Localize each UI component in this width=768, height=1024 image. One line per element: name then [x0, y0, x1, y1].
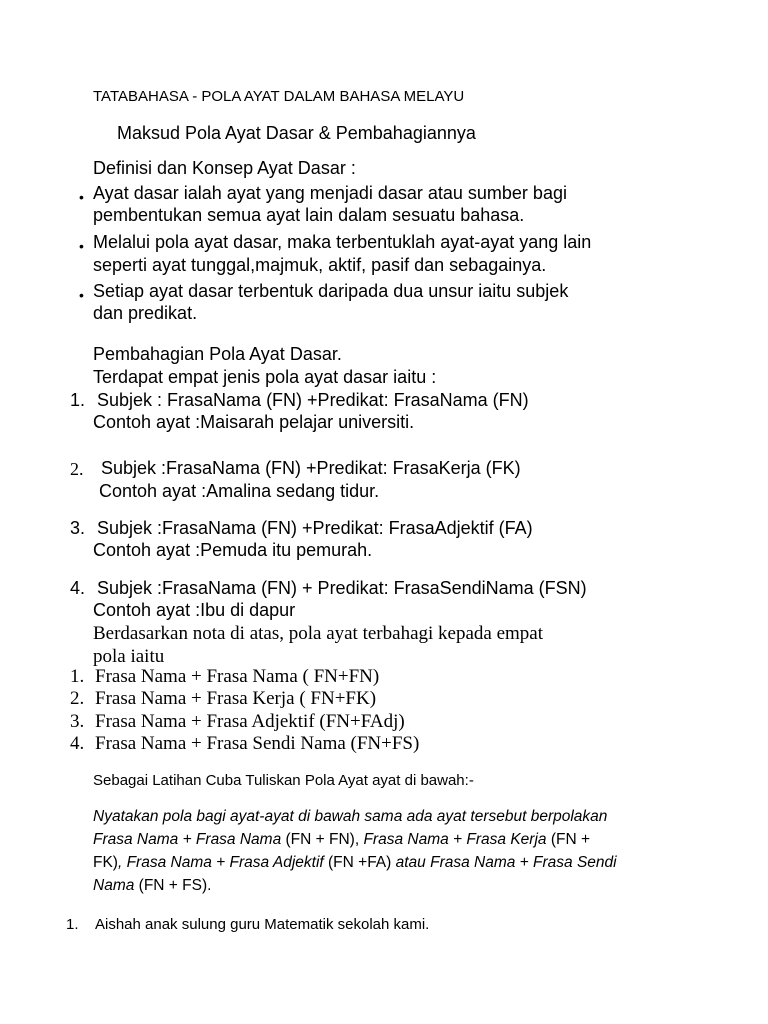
summary-item-1-text: Frasa Nama + Frasa Nama ( FN+FN) [95, 666, 380, 687]
instruction-code: (FN +FA) [323, 854, 396, 871]
pattern-3-example: Contoh ayat :Pemuda itu pemurah. [93, 540, 373, 560]
instruction-line-4 [93, 878, 211, 894]
instruction-code: (FN + FS). [134, 877, 212, 894]
instruction-line-1: Nyatakan pola bagi ayat-ayat di bawah sama ada ayat tersebut berpolakan [93, 808, 608, 825]
bullet-3-line-1: Setiap ayat dasar terbentuk daripada dua unsur iaitu subjek [93, 281, 569, 301]
instruction-term: atau Frasa Nama + Frasa Sendi [395, 854, 617, 871]
pattern-3-number: 3. [70, 518, 86, 538]
division-heading: Pembahagian Pola Ayat Dasar. [93, 344, 342, 364]
summary-item-2-text: Frasa Nama + Frasa Kerja ( FN+FK) [95, 688, 377, 709]
instruction-line-3 [93, 855, 617, 871]
instruction-code: (FN + FN), [281, 831, 364, 848]
exercise-heading: Sebagai Latihan Cuba Tuliskan Pola Ayat ayat di bawah:- [93, 772, 474, 789]
document-header: TATABAHASA - POLA AYAT DALAM BAHASA MELAYU [93, 88, 465, 105]
division-intro: Terdapat empat jenis pola ayat dasar iaitu : [93, 367, 437, 387]
bullet-dot: • [79, 189, 84, 205]
pattern-4-text: Subjek :FrasaNama (FN) + Predikat: FrasaSendiNama (FSN) [97, 578, 587, 598]
bullet-dot: • [79, 238, 84, 254]
summary-item-3-number: 3. [70, 711, 85, 732]
definition-heading: Definisi dan Konsep Ayat Dasar : [93, 158, 356, 178]
instruction-line-2 [93, 832, 590, 848]
summary-line-1: Berdasarkan nota di atas, pola ayat terbahagi kepada empat [93, 623, 543, 644]
summary-item-1-number: 1. [70, 666, 85, 687]
pattern-2-example: Contoh ayat :Amalina sedang tidur. [99, 481, 380, 501]
instruction-term: , Frasa Nama + Frasa Adjektif [117, 854, 324, 871]
instruction-code: (FN + [546, 831, 591, 848]
question-1-number: 1. [66, 916, 79, 933]
instruction-term: Frasa Nama + Frasa Kerja [363, 831, 547, 848]
bullet-2-line-2: seperti ayat tunggal,majmuk, aktif, pasif dan sebagainya. [93, 255, 547, 275]
summary-item-4-number: 4. [70, 733, 85, 754]
pattern-1-text: Subjek : FrasaNama (FN) +Predikat: FrasaNama (FN) [97, 390, 529, 410]
instruction-term: Nama [93, 877, 135, 894]
bullet-3-line-2: dan predikat. [93, 303, 198, 323]
instruction-term: Frasa Nama + Frasa Nama [93, 831, 282, 848]
pattern-2-text: Subjek :FrasaNama (FN) +Predikat: FrasaKerja (FK) [101, 458, 521, 478]
pattern-1-example: Contoh ayat :Maisarah pelajar universiti. [93, 412, 415, 432]
summary-item-3-text: Frasa Nama + Frasa Adjektif (FN+FAdj) [95, 711, 405, 732]
instruction-code: FK) [93, 854, 118, 871]
pattern-4-example: Contoh ayat :Ibu di dapur [93, 600, 296, 620]
bullet-1-line-1: Ayat dasar ialah ayat yang menjadi dasar atau sumber bagi [93, 183, 567, 203]
summary-line-2: pola iaitu [93, 646, 165, 667]
summary-item-2-number: 2. [70, 688, 85, 709]
pattern-2-number: 2. [70, 459, 84, 479]
pattern-3-text: Subjek :FrasaNama (FN) +Predikat: FrasaAdjektif (FA) [97, 518, 533, 538]
bullet-dot: • [79, 287, 84, 303]
pattern-1-number: 1. [70, 390, 86, 410]
pattern-4-number: 4. [70, 578, 86, 598]
bullet-2-line-1: Melalui pola ayat dasar, maka terbentuklah ayat-ayat yang lain [93, 232, 592, 252]
question-1-text: Aishah anak sulung guru Matematik sekolah kami. [95, 916, 430, 933]
bullet-1-line-2: pembentukan semua ayat lain dalam sesuatu bahasa. [93, 205, 525, 225]
summary-item-4-text: Frasa Nama + Frasa Sendi Nama (FN+FS) [95, 733, 420, 754]
document-title: Maksud Pola Ayat Dasar & Pembahagiannya [117, 123, 476, 143]
